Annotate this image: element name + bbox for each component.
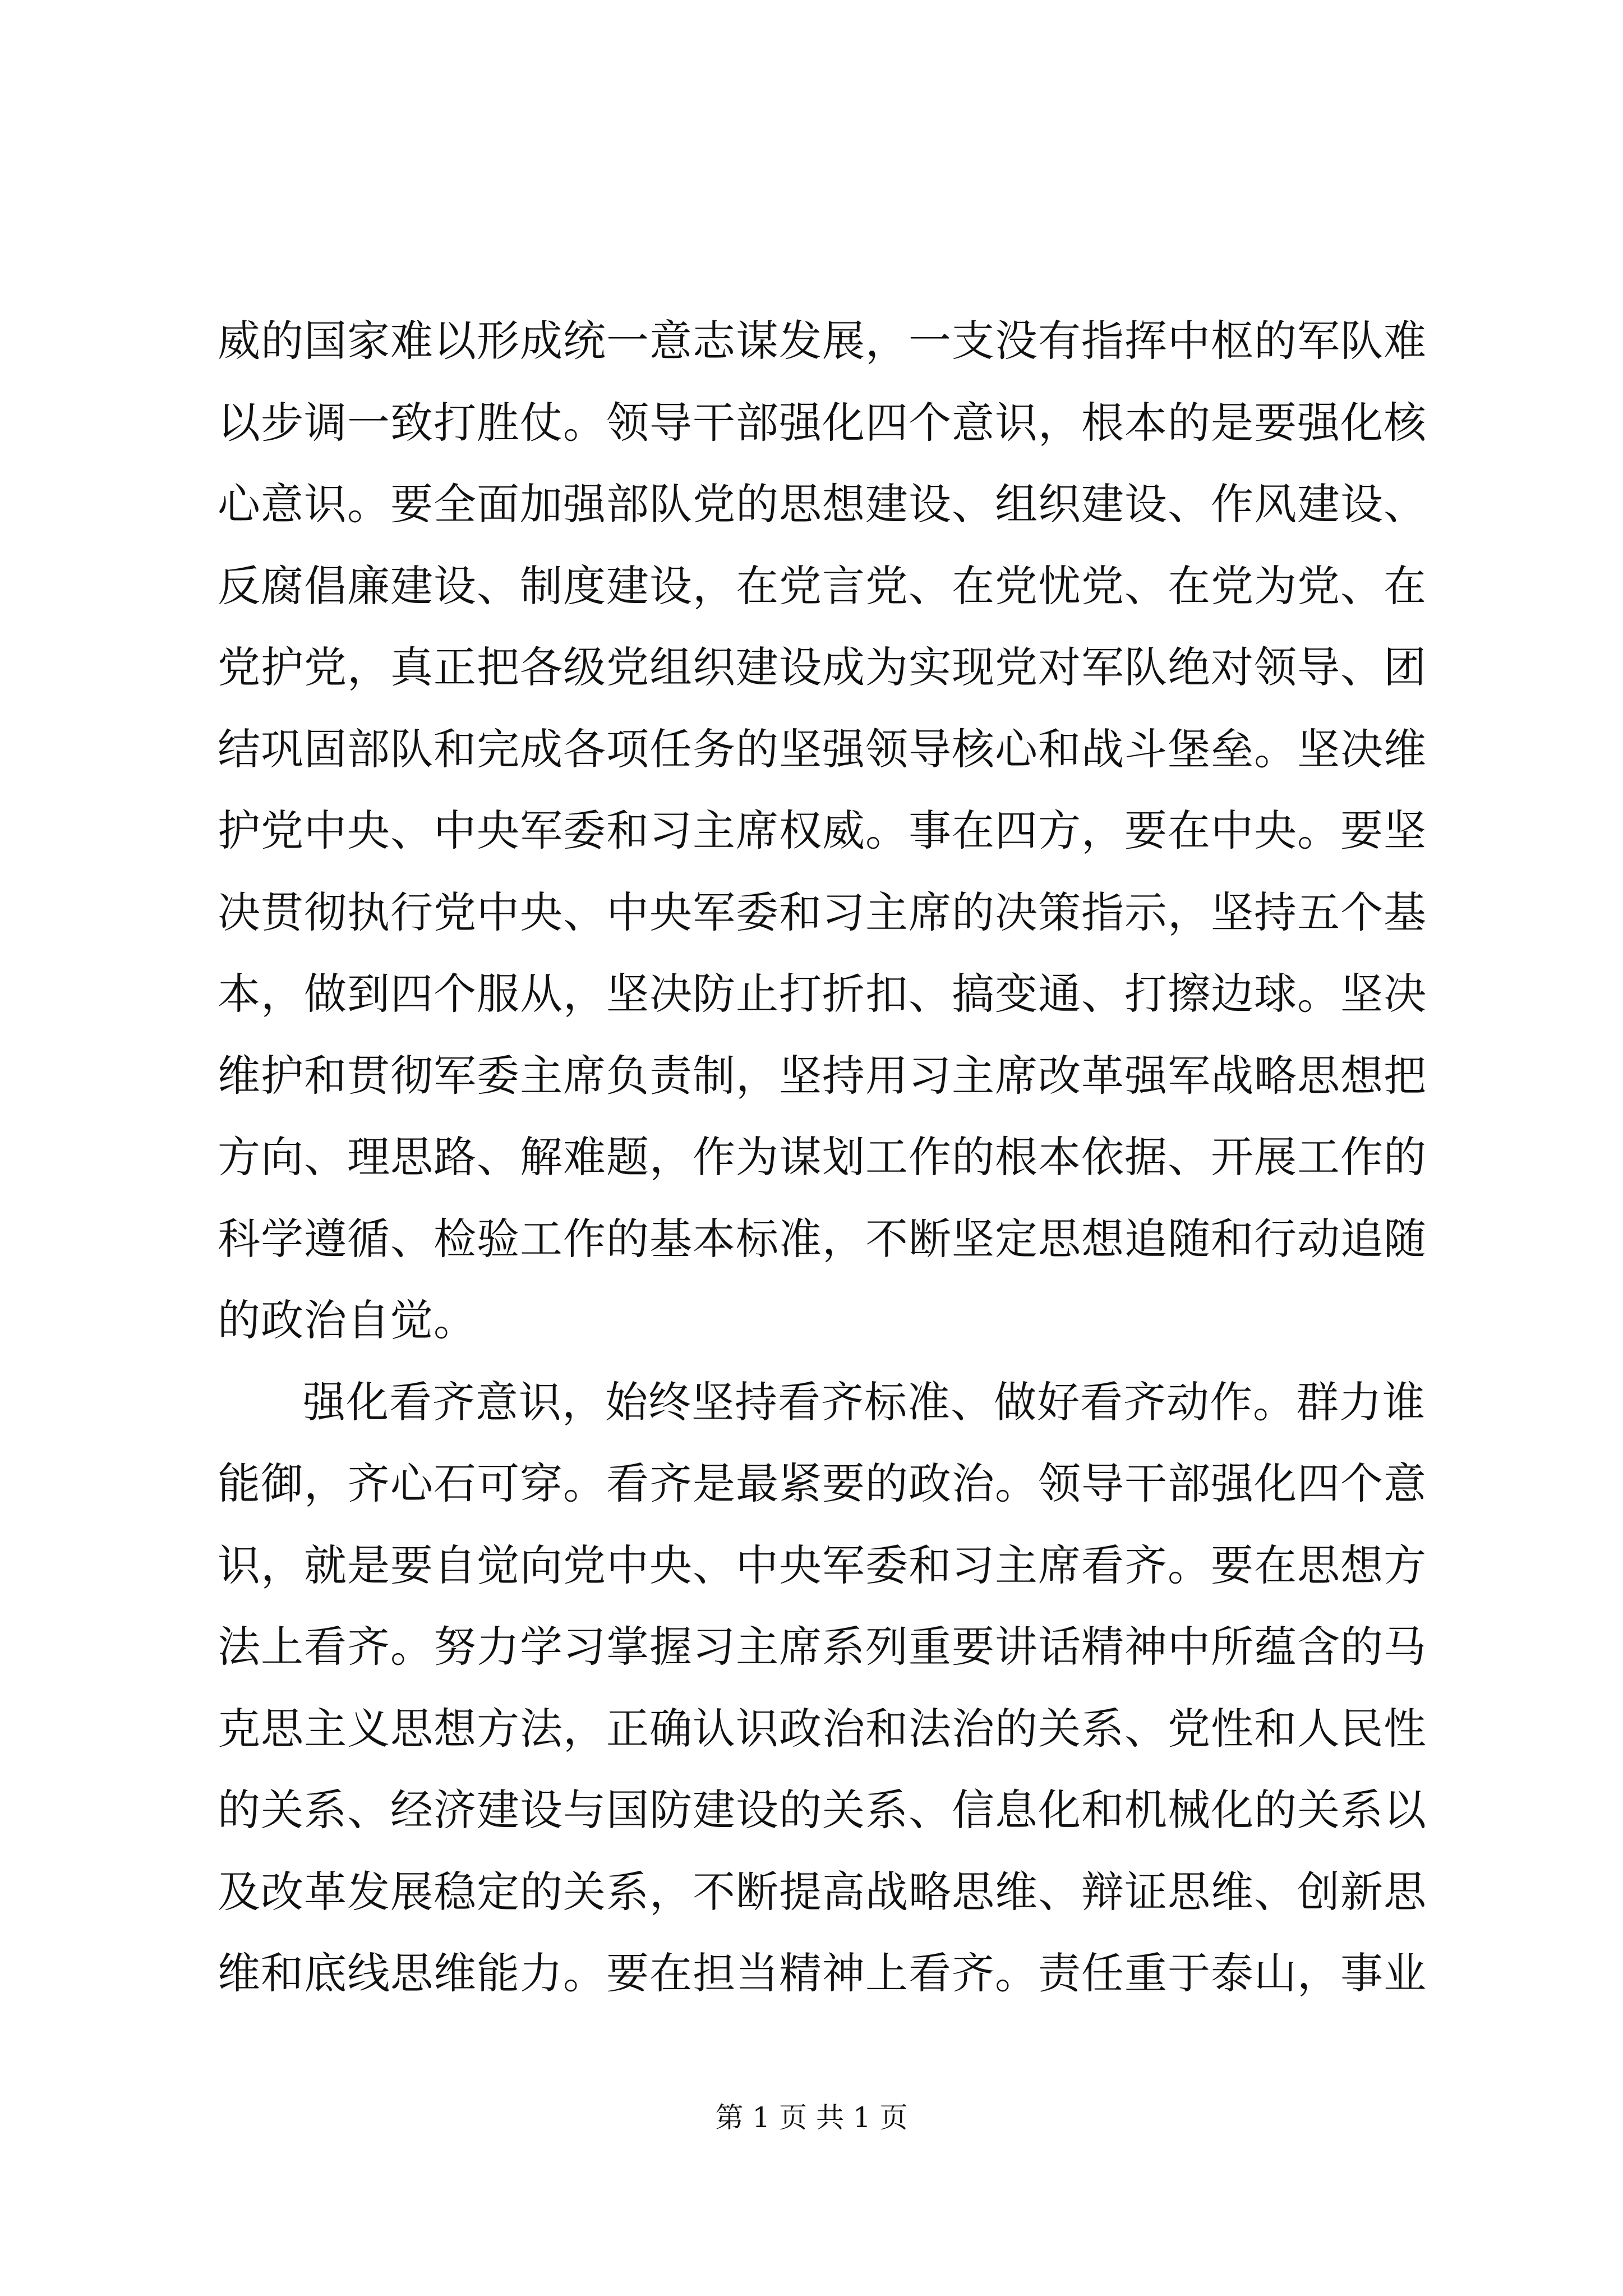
text-line: 决贯彻执行党中央、中央军委和习主席的决策指示，坚持五个基 <box>218 887 1427 937</box>
text-line: 方向、理思路、解难题，作为谋划工作的根本依据、开展工作的 <box>218 1132 1427 1182</box>
text-line: 结巩固部队和完成各项任务的坚强领导核心和战斗堡垒。坚决维 <box>218 724 1427 774</box>
text-line: 及改革发展稳定的关系，不断提高战略思维、辩证思维、创新思 <box>218 1866 1427 1917</box>
text-line: 反腐倡廉建设、制度建设，在党言党、在党忧党、在党为党、在 <box>218 560 1427 611</box>
text-line: 克思主义思想方法，正确认识政治和法治的关系、党性和人民性 <box>218 1703 1427 1754</box>
text-line: 本，做到四个服从，坚决防止打折扣、搞变通、打擦边球。坚决 <box>218 969 1427 1019</box>
text-line: 的关系、经济建设与国防建设的关系、信息化和机械化的关系以 <box>218 1785 1427 1835</box>
text-line: 科学遵循、检验工作的基本标准，不断坚定思想追随和行动追随 <box>218 1213 1427 1264</box>
text-line: 心意识。要全面加强部队党的思想建设、组织建设、作风建设、 <box>218 479 1427 529</box>
text-line: 维护和贯彻军委主席负责制，坚持用习主席改革强军战略思想把 <box>218 1050 1427 1101</box>
text-line: 党护党，真正把各级党组织建设成为实现党对军队绝对领导、团 <box>218 642 1427 692</box>
text-line: 识，就是要自觉向党中央、中央军委和习主席看齐。要在思想方 <box>218 1540 1427 1590</box>
text-line: 维和底线思维能力。要在担当精神上看齐。责任重于泰山，事业 <box>218 1948 1427 1998</box>
text-line: 以步调一致打胜仗。领导干部强化四个意识，根本的是要强化核 <box>218 397 1427 448</box>
text-line: 法上看齐。努力学习掌握习主席系列重要讲话精神中所蕴含的马 <box>218 1622 1427 1672</box>
body-text <box>218 300 1427 2014</box>
page-footer: 第 1 页 共 1 页 <box>715 2101 908 2134</box>
text-line: 的政治自觉。 <box>218 1295 477 1345</box>
paragraph-first-line: 强化看齐意识，始终坚持看齐标准、做好看齐动作。群力谁 <box>303 1377 1426 1427</box>
text-line: 能御，齐心石可穿。看齐是最紧要的政治。领导干部强化四个意 <box>218 1458 1427 1508</box>
text-line: 护党中央、中央军委和习主席权威。事在四方，要在中央。要坚 <box>218 806 1427 855</box>
text-line: 威的国家难以形成统一意志谋发展，一支没有指挥中枢的军队难 <box>218 316 1427 366</box>
